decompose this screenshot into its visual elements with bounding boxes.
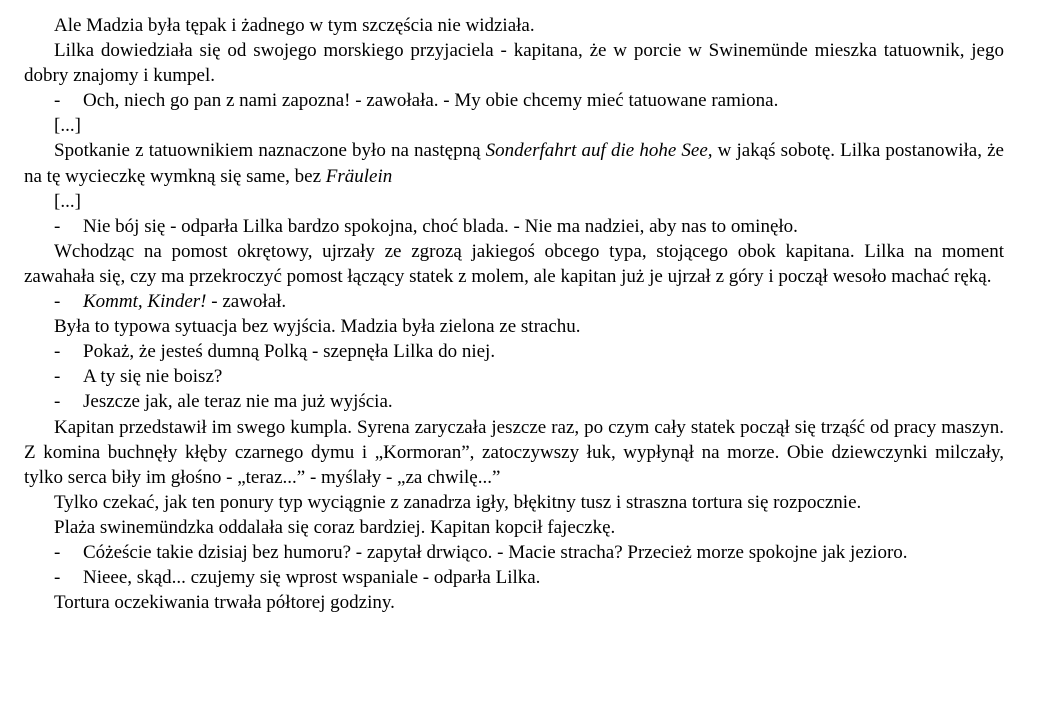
dialogue-paragraph	[24, 364, 1004, 389]
narrative-paragraph	[24, 113, 1004, 138]
text-segment: Cóżeście takie dzisiaj bez humoru? - zapytał drwiąco. - Macie stracha? Przecież morze spokojne jak jezioro.	[83, 541, 908, 563]
text-segment: Ale Madzia była tępak i żadnego w tym szczęścia nie widziała.	[54, 15, 535, 36]
dialogue-paragraph	[24, 389, 1004, 414]
text-segment: A ty się nie boisz?	[83, 366, 223, 388]
text-segment: [...]	[54, 190, 81, 212]
dialogue-dash: -	[54, 541, 61, 563]
narrative-paragraph	[24, 138, 1004, 188]
text-segment: Nie bój się - odparła Lilka bardzo spokojna, choć blada. - Nie ma nadziei, aby nas to ominęło.	[83, 215, 798, 237]
dialogue-paragraph	[24, 214, 1004, 239]
text-segment: Lilka dowiedziała się od swojego morskiego przyjaciela - kapitana, że w porcie w Swinemünde mieszka tatuownik, jego dobry znajomy i kumpel.	[24, 40, 1004, 87]
text-segment: Tylko czekać, jak ten ponury typ wyciągnie z zanadrza igły, błękitny tusz i straszna tortura się rozpocznie.	[54, 491, 862, 513]
dialogue-dash: -	[54, 567, 61, 589]
text-segment: [...]	[54, 115, 81, 137]
dialogue-dash: -	[54, 341, 61, 363]
narrative-paragraph	[24, 515, 1004, 540]
text-segment: Jeszcze jak, ale teraz nie ma już wyjścia.	[83, 391, 393, 413]
text-segment: Wchodząc na pomost okrętowy, ujrzały ze zgrozą jakiegoś obcego typa, stojącego obok kapitana. Lilka na moment zawahała się, czy ma przekroczyć pomost łączący statek z molem, ale kapitan już je ujrzał z góry i począł wesoło machać ręką.	[24, 240, 1004, 287]
narrative-paragraph	[24, 314, 1004, 339]
narrative-paragraph	[24, 415, 1004, 490]
text-segment: Tortura oczekiwania trwała półtorej godziny.	[54, 592, 395, 614]
italic-text: Kommt, Kinder!	[83, 291, 207, 313]
text-segment: w jakąś sobotę. Lilka postanowiła, że na tę wycieczkę wymkną się same, bez	[24, 140, 1004, 187]
text-segment: Plaża swinemündzka oddalała się coraz bardziej. Kapitan kopcił fajeczkę.	[54, 516, 616, 538]
text-segment: Nieee, skąd... czujemy się wprost wspaniale - odparła Lilka.	[83, 567, 541, 589]
text-segment: Kapitan przedstawił im swego kumpla. Syrena zaryczała jeszcze raz, po czym cały statek począł się trząść od pracy maszyn. Z komina buchnęły kłęby czarnego dymu i „Kormoran”, zatoczywszy łuk, wypłynął na morze. Obie dziewczynki milczały, tylko serca biły im głośno - „teraz...” - myślały - „za chwilę...”	[24, 416, 1004, 488]
italic-text: Fräulein	[325, 165, 393, 187]
text-segment: Była to typowa sytuacja bez wyjścia. Madzia była zielona ze strachu.	[54, 316, 581, 338]
dialogue-dash: -	[54, 215, 61, 237]
text-segment: Spotkanie z tatuownikiem naznaczone było na następną	[54, 140, 486, 162]
text-body	[24, 13, 1004, 615]
text-segment: Och, niech go pan z nami zapozna! - zawołała. - My obie chcemy mieć tatuowane ramiona.	[83, 90, 779, 112]
narrative-paragraph	[24, 239, 1004, 289]
dialogue-dash: -	[54, 391, 61, 413]
narrative-paragraph	[24, 189, 1004, 214]
narrative-paragraph	[24, 490, 1004, 515]
narrative-paragraph	[24, 590, 1004, 615]
dialogue-paragraph	[24, 540, 1004, 565]
narrative-paragraph	[24, 38, 1004, 88]
dialogue-paragraph	[24, 88, 1004, 113]
italic-text: Sonderfahrt auf die hohe See,	[485, 140, 713, 162]
dialogue-paragraph	[24, 289, 1004, 314]
dialogue-dash: -	[54, 90, 61, 112]
text-segment: Pokaż, że jesteś dumną Polką - szepnęła Lilka do niej.	[83, 341, 496, 363]
dialogue-dash: -	[54, 291, 61, 313]
narrative-paragraph	[24, 13, 1004, 38]
text-segment: - zawołał.	[206, 291, 287, 313]
dialogue-paragraph	[24, 565, 1004, 590]
dialogue-dash: -	[54, 366, 61, 388]
dialogue-paragraph	[24, 339, 1004, 364]
